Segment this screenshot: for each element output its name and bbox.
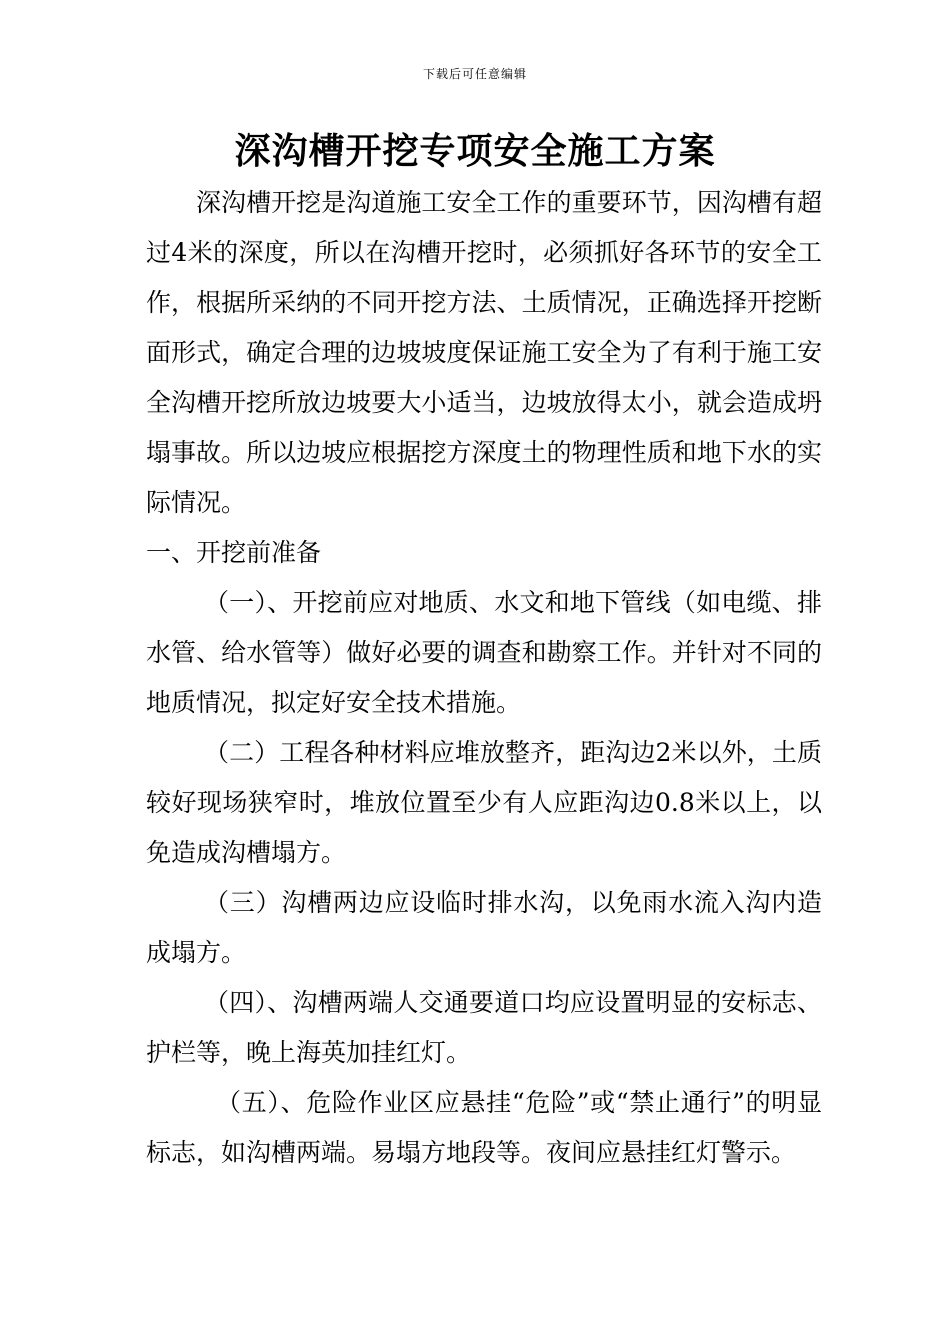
document-body <box>146 178 822 1178</box>
document-title: 深沟槽开挖专项安全施工方案 <box>234 130 716 172</box>
section-heading: 一、开挖前准备 <box>146 538 322 567</box>
intro-paragraph: 深沟槽开挖是沟道施工安全工作的重要环节，因沟槽有超过4米的深度，所以在沟槽开挖时，必须抓好各环节的安全工作，根据所采纳的不同开挖方法、土质情况，正确选择开挖断面形式，确定合理的边坡坡度保证施工安全为了有利于施工安全沟槽开挖所放边坡要大小适当，边坡放得太小，就会造成坍塌事故。所以边坡应根据挖方深度土的物理性质和地下水的实际情况。 <box>146 188 822 517</box>
item-paragraph-3: （三）沟槽两边应设临时排水沟，以免雨水流入沟内造成塌方。 <box>146 888 822 967</box>
item-paragraph-4: （四）、沟槽两端人交通要道口均应设置明显的安标志、护栏等，晚上海英加挂红灯。 <box>146 988 822 1067</box>
item-paragraph-1: （一）、开挖前应对地质、水文和地下管线（如电缆、排水管、给水管等）做好必要的调查和勘察工作。并针对不同的地质情况，拟定好安全技术措施。 <box>146 588 822 717</box>
item-paragraph-5: （五）、危险作业区应悬挂“危险”或“禁止通行”的明显标志，如沟槽两端。易塌方地段等。夜间应悬挂红灯警示。 <box>146 1088 823 1167</box>
item-paragraph-2: （二）工程各种材料应堆放整齐，距沟边2米以外，土质较好现场狭窄时，堆放位置至少有人应距沟边0.8米以上，以免造成沟槽塌方。 <box>146 738 822 867</box>
header-note: 下载后可任意编辑 <box>422 67 527 81</box>
